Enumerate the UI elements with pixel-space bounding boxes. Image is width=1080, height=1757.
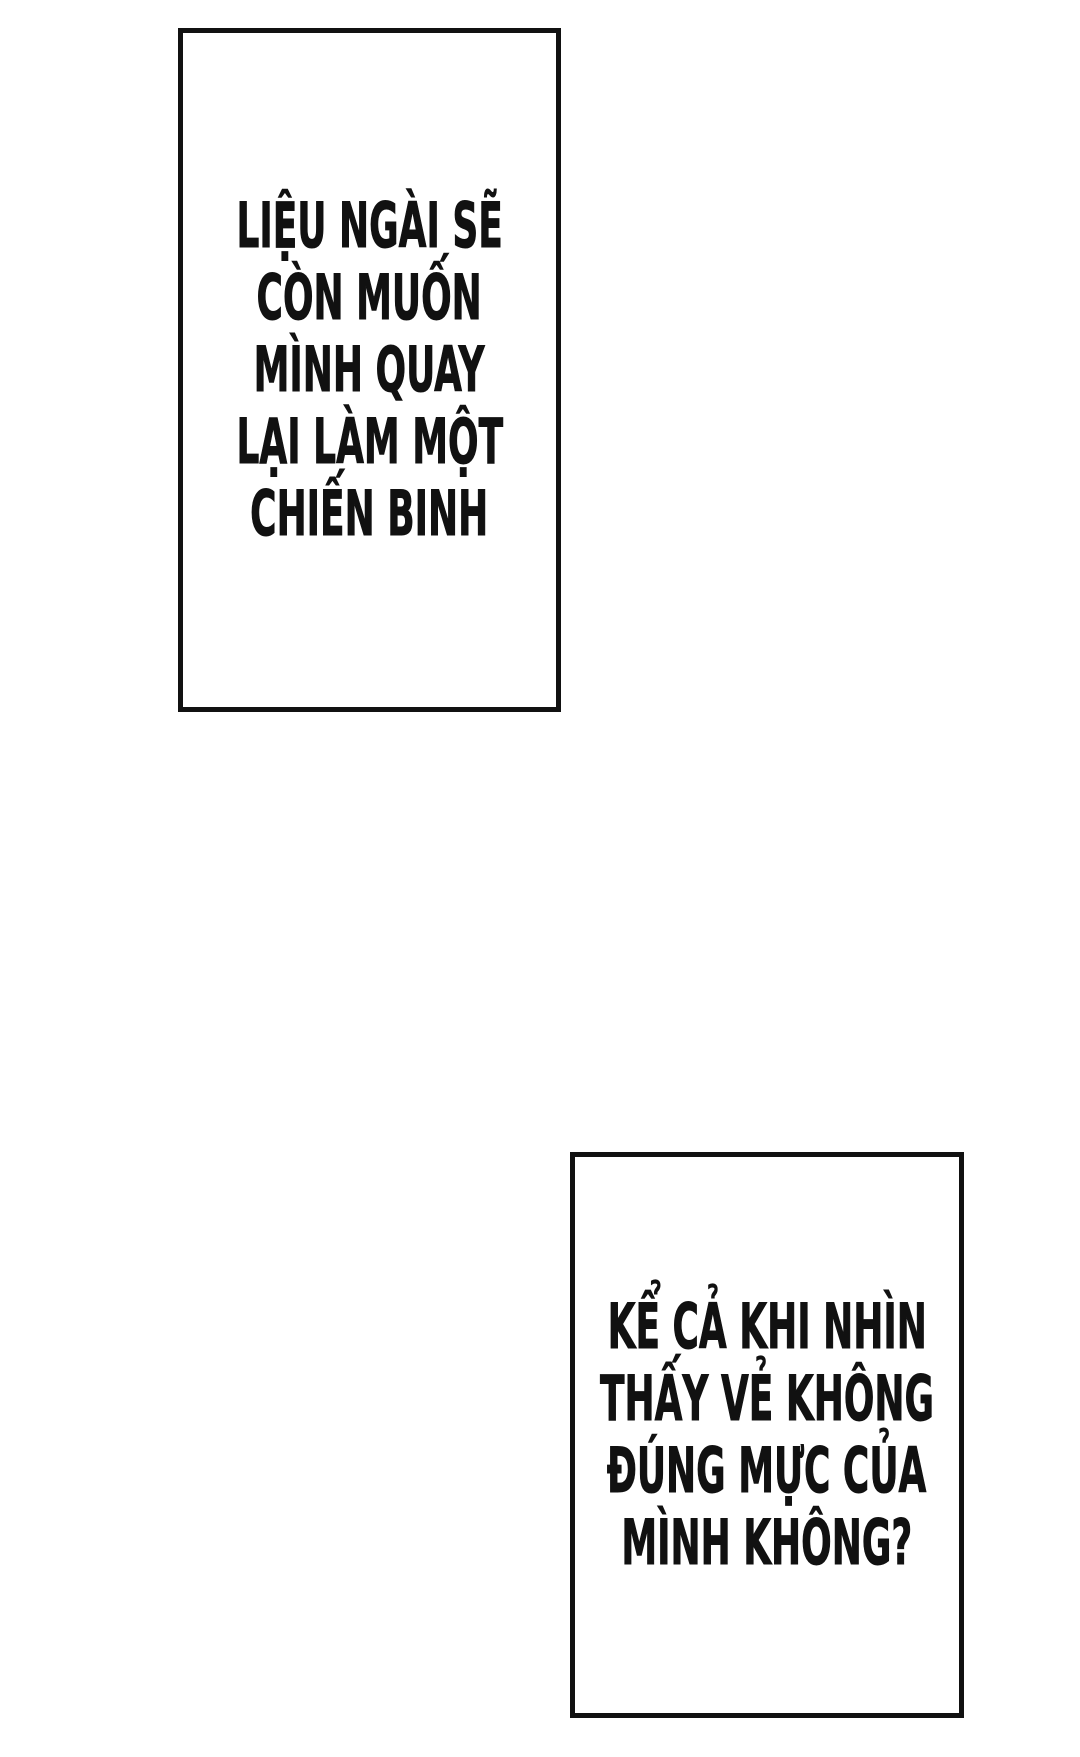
dialogue-line: LIỆU NGÀI SẼ: [236, 189, 503, 262]
dialogue-line: ĐÚNG MỰC CỦA: [607, 1434, 927, 1507]
dialogue-line: CHIẾN BINH: [250, 477, 489, 550]
speech-panel-top-left: [178, 28, 561, 712]
dialogue-text-block: [479, 1291, 1055, 1579]
dialogue-line: MÌNH QUAY: [254, 333, 485, 406]
dialogue-line: KỂ CẢ KHI NHÌN: [607, 1290, 927, 1363]
dialogue-text-block: [140, 190, 600, 550]
dialogue-line: CÒN MUỐN: [256, 261, 483, 334]
speech-panel-bottom-right: [570, 1152, 964, 1718]
dialogue-line: LẠI LÀM MỘT: [236, 405, 503, 478]
dialogue-line: THẤY VẺ KHÔNG: [599, 1362, 935, 1435]
dialogue-line: MÌNH KHÔNG?: [621, 1506, 913, 1579]
